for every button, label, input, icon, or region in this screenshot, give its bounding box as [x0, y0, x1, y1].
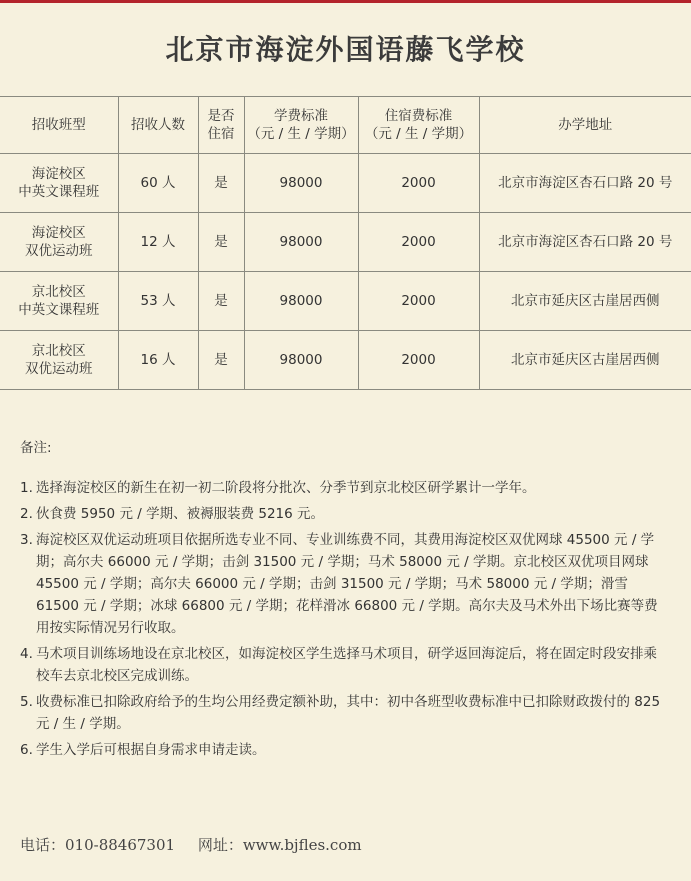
cell-tuition: 98000 — [244, 213, 358, 272]
cell-count: 53 人 — [118, 272, 198, 331]
header-class-type: 招收班型 — [0, 97, 118, 154]
fee-table — [0, 96, 691, 390]
note-item — [20, 503, 670, 525]
cell-class-type: 京北校区 中英文课程班 — [0, 272, 118, 331]
cell-housing: 2000 — [358, 272, 479, 331]
cell-housing: 2000 — [358, 331, 479, 390]
cell-class-type: 海淀校区 双优运动班 — [0, 213, 118, 272]
note-number: 2. — [20, 506, 33, 522]
note-text: 选择海淀校区的新生在初一初二阶段将分批次、分季节到京北校区研学累计一学年。 — [36, 480, 536, 496]
note-item — [20, 691, 670, 735]
website-link[interactable]: 网址：www.bjfles.com — [197, 836, 362, 854]
cell-class-type: 京北校区 双优运动班 — [0, 331, 118, 390]
note-item — [20, 477, 670, 499]
table-row — [0, 154, 691, 213]
note-item — [20, 529, 670, 639]
cell-address: 北京市海淀区杏石口路 20 号 — [479, 154, 691, 213]
note-item — [20, 643, 670, 687]
table-header-row — [0, 97, 691, 154]
contact-info — [20, 834, 380, 855]
note-number: 4. — [20, 646, 33, 662]
header-address: 办学地址 — [479, 97, 691, 154]
note-number: 5. — [20, 694, 33, 710]
table-row — [0, 272, 691, 331]
header-boarding: 是否 住宿 — [198, 97, 244, 154]
note-text: 马术项目训练场地设在京北校区，如海淀校区学生选择马术项目，研学返回海淀后，将在固定时段安排乘校车去京北校区完成训练。 — [36, 646, 657, 684]
cell-boarding: 是 — [198, 213, 244, 272]
notes-title: 备注: — [20, 440, 52, 456]
note-text: 学生入学后可根据自身需求申请走读。 — [36, 742, 266, 758]
header-tuition: 学费标准 （元 / 生 / 学期） — [244, 97, 358, 154]
header-count: 招收人数 — [118, 97, 198, 154]
phone-number: 电话：010-88467301 — [20, 836, 176, 854]
cell-count: 16 人 — [118, 331, 198, 390]
note-text: 伙食费 5950 元 / 学期、被褥服装费 5216 元。 — [36, 506, 325, 522]
cell-boarding: 是 — [198, 154, 244, 213]
cell-housing: 2000 — [358, 154, 479, 213]
cell-address: 北京市延庆区古崖居西侧 — [479, 272, 691, 331]
cell-boarding: 是 — [198, 331, 244, 390]
table-row — [0, 213, 691, 272]
note-number: 3. — [20, 532, 33, 548]
cell-tuition: 98000 — [244, 272, 358, 331]
notes-section — [20, 437, 670, 765]
cell-address: 北京市延庆区古崖居西侧 — [479, 331, 691, 390]
note-number: 6. — [20, 742, 33, 758]
cell-class-type: 海淀校区 中英文课程班 — [0, 154, 118, 213]
cell-housing: 2000 — [358, 213, 479, 272]
note-number: 1. — [20, 480, 33, 496]
note-text: 收费标准已扣除政府给予的生均公用经费定额补助，其中：初中各班型收费标准中已扣除财政拨付的 825 元 / 生 / 学期。 — [36, 694, 661, 732]
cell-tuition: 98000 — [244, 331, 358, 390]
cell-tuition: 98000 — [244, 154, 358, 213]
cell-count: 60 人 — [118, 154, 198, 213]
cell-boarding: 是 — [198, 272, 244, 331]
cell-count: 12 人 — [118, 213, 198, 272]
header-housing: 住宿费标准 （元 / 生 / 学期） — [358, 97, 479, 154]
note-item — [20, 739, 670, 761]
table-row — [0, 331, 691, 390]
page-title: 北京市海淀外国语藤飞学校 — [165, 33, 526, 66]
cell-address: 北京市海淀区杏石口路 20 号 — [479, 213, 691, 272]
top-accent-bar — [0, 0, 691, 3]
note-text: 海淀校区双优运动班项目依据所选专业不同、专业训练费不同，其费用海淀校区双优网球 45500 元 / 学期；高尔夫 66000 元 / 学期；击剑 31500 元 / 学期；马术 58000 元 / 学期。京北校区双优项目网球 45500 元 / 学期；高尔夫 66000 元 / 学期；击剑 31500 元 / 学期；马术 58000 元 / 学期；滑雪 61500 元 / 学期；冰球 66800 元 / 学期；花样滑冰 66800 元 / 学期。高尔夫及马术外出下场比赛等费用按实际情况另行收取。 — [36, 532, 658, 636]
